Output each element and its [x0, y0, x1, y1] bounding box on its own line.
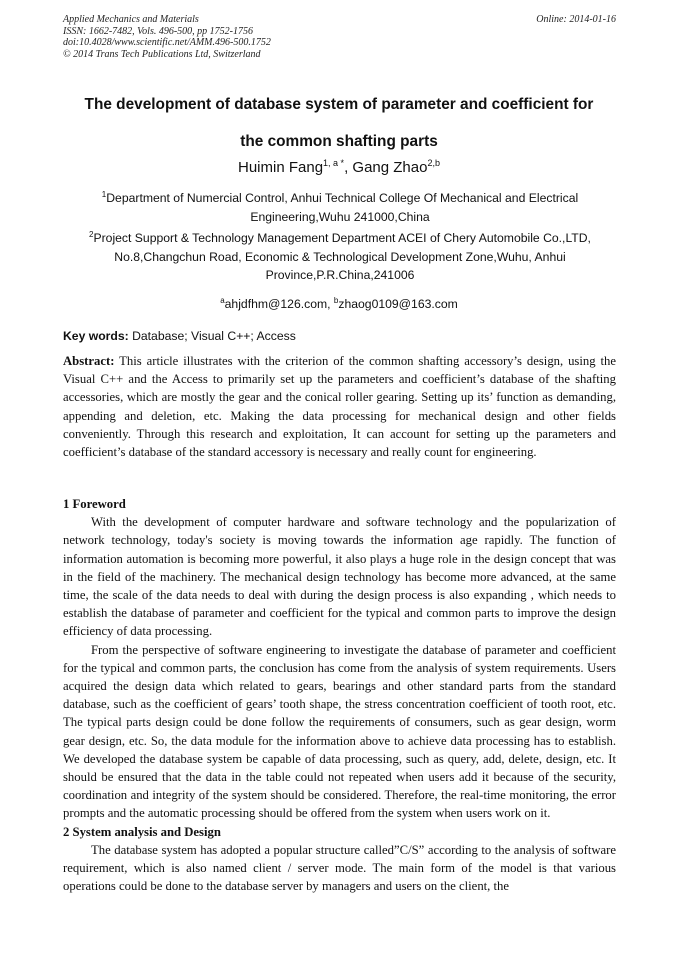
title-line-2: the common shafting parts — [240, 133, 438, 150]
keywords-label: Key words: — [63, 329, 129, 343]
journal-header — [63, 14, 616, 60]
author-list — [40, 158, 638, 176]
author-2: Gang Zhao — [352, 159, 428, 176]
keywords — [63, 329, 296, 343]
affiliation-2-text: Project Support & Technology Management Department ACEI of Chery Automobile Co.,LTD, No.8,Changchun Road, Economic & Technological Development Zone,Wuhu, Anhui Province,P.R.China,241006 — [93, 231, 591, 282]
section-2-paragraph-1: The database system has adopted a popular structure called”C/S” according to the analysis of software requirement, which is also named client / server mode. The main form of the model is that various operations could be done to the database server by managers and users on the client, the — [63, 842, 616, 894]
title-line-1: The development of database system of parameter and coefficient for — [84, 96, 594, 113]
email-a-marker: a — [220, 296, 225, 305]
paper-title — [40, 86, 638, 160]
section-1-paragraph-1: With the development of computer hardware and software technology and the popularization of network technology, today's society is moving towards the information age rapidly. The function of information automation is becoming more powerful, it also plays a huge role in the design concept that was in the field of the machinery. The mechanical design technology has become more advanced, at the same time, the scale of the data needs to deal with during the design process is also expanding , which needs to establish the database of parameter and coefficient for the typical and common parts to improve the design efficiency of data processing. — [63, 515, 616, 639]
abstract-paragraph — [63, 352, 616, 461]
journal-name: Applied Mechanics and Materials — [63, 14, 199, 25]
affiliation-2-marker: 2 — [89, 230, 94, 239]
affiliation-1-text: Department of Numercial Control, Anhui Technical College Of Mechanical and Electrical Engineering,Wuhu 241000,China — [106, 191, 579, 224]
author-emails — [40, 296, 638, 311]
affiliation-1-marker: 1 — [101, 190, 107, 199]
affiliation-1 — [70, 186, 610, 226]
copyright-line: © 2014 Trans Tech Publications Ltd, Switzerland — [63, 48, 261, 60]
section-2-heading: 2 System analysis and Design — [63, 824, 221, 839]
affiliation-2 — [70, 226, 610, 285]
author-1-affiliation-marker: 1, a * — [323, 158, 345, 168]
email-b-marker: b — [333, 296, 339, 305]
online-date: Online: 2014-01-16 — [536, 14, 616, 25]
abstract-label: Abstract: — [63, 354, 115, 368]
email-b-link[interactable]: zhaog0109@163.com — [338, 297, 458, 311]
affiliations — [70, 186, 610, 285]
doi-line: doi:10.4028/www.scientific.net/AMM.496-500.1752 — [63, 37, 271, 48]
author-separator: , — [344, 159, 353, 176]
email-a-link[interactable]: ahjdfhm@126.com, — [224, 297, 334, 311]
body-sections — [63, 495, 616, 895]
author-2-affiliation-marker: 2,b — [427, 158, 440, 168]
issn-line: ISSN: 1662-7482, Vols. 496-500, pp 1752-1756 — [63, 25, 253, 37]
author-1: Huimin Fang — [238, 159, 324, 176]
abstract-text: This article illustrates with the criterion of the common shafting accessory’s design, using the Visual C++ and the Access to primarily set up the parameters and coefficient’s database of the shafting accessories, which are mostly the gear and the conical roller gearing. Setting up its’ function as demanding, appending and deletion, etc. Making the data processing for mechanical design and other fields conveniently. Through this research and exploitation, It can account for setting up the parameters and coefficient’s database of the standard accessory is necessary and really count for engineering. — [63, 354, 616, 460]
keywords-text: Database; Visual C++; Access — [128, 329, 296, 343]
section-1-paragraph-2: From the perspective of software engineering to investigate the database of parameter and coefficient for the typical and common parts, the conclusion has come from the analysis of system requirements. Users acquired the design data which related to gears, bearings and other standard parts from the standard database, such as the coefficient of gears’ tooth shape, the stress concentration coefficient of tooth root, etc. The typical parts design could be done follow the requirements of consumers, such as gear design, worm gear design, etc. So, the data module for the information above to achieve data processing has to establish. We developed the database system be capable of data processing, such as query, add, delete, design, etc. It should be ensured that the data in the table could not repeated when users add it because of the security, coordination and integrity of the system should be considered. Therefore, the real-time monitoring, the error prompts and the automatic processing should be offered from the system when users work on it. — [63, 642, 616, 821]
abstract-section — [63, 352, 616, 461]
section-1-heading: 1 Foreword — [63, 497, 126, 511]
